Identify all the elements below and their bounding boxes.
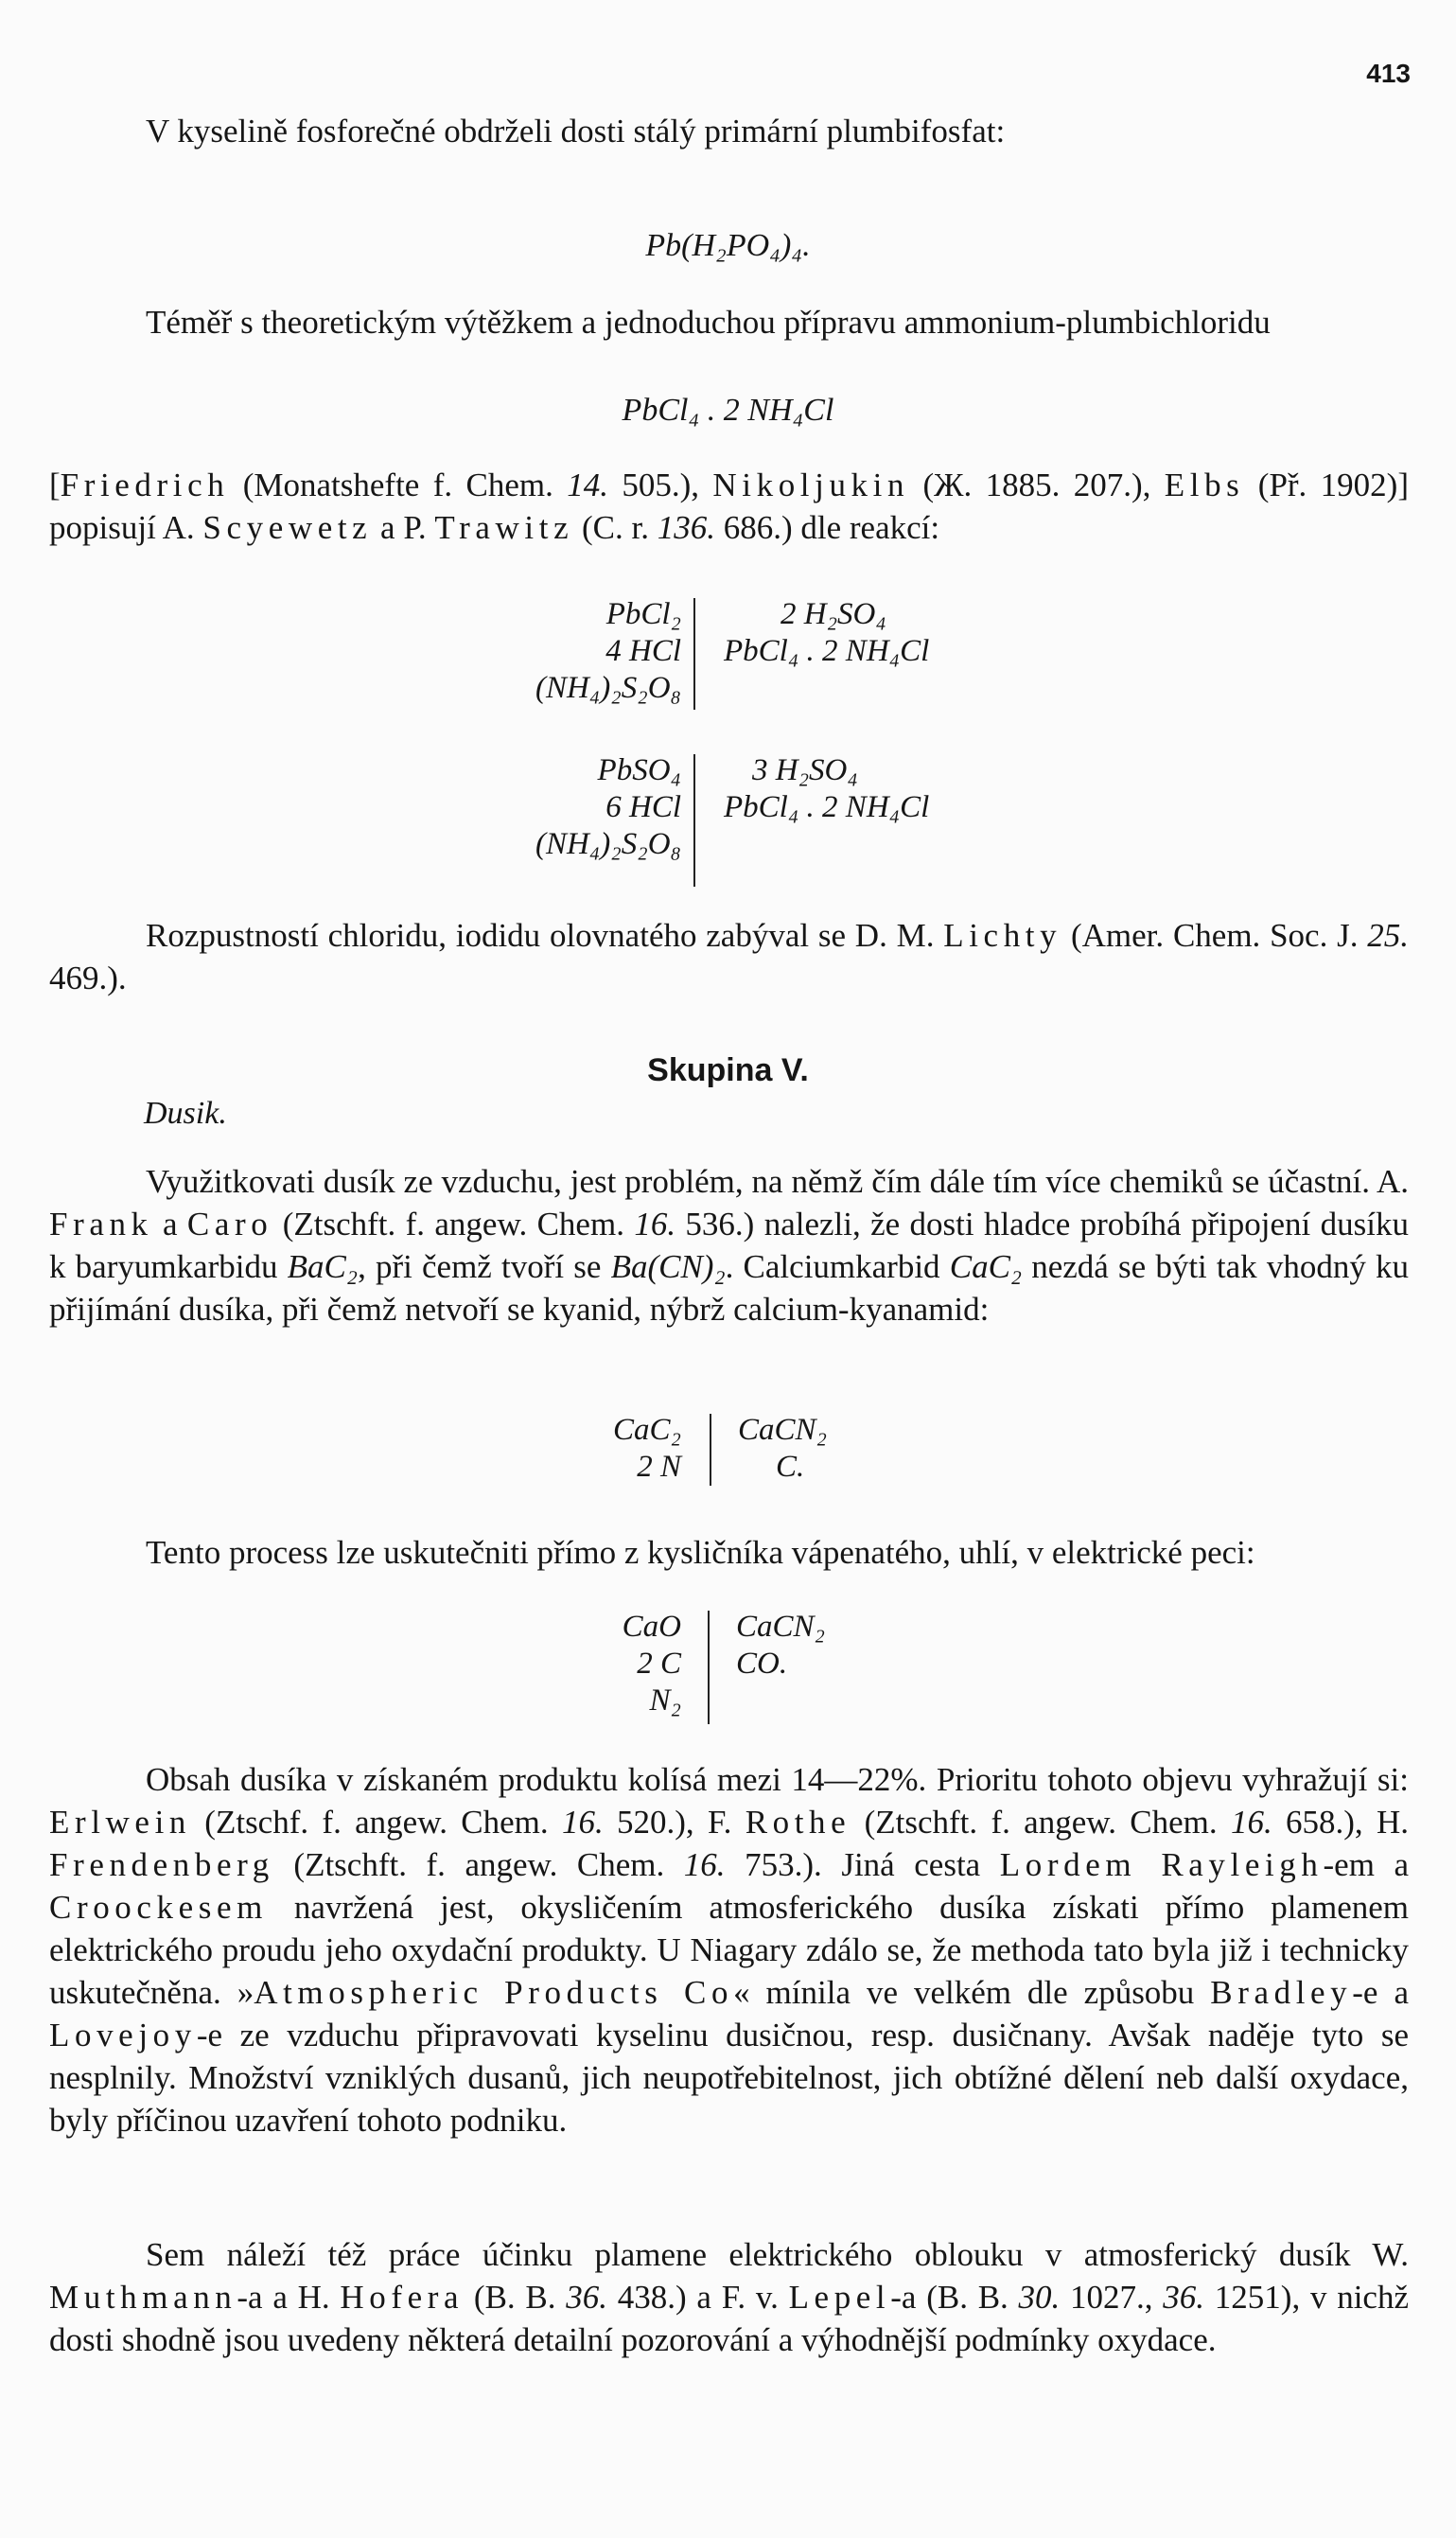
paragraph-obsah-dusika: Obsah dusíka v získaném produktu kolísá mezi 14—22%. Prioritu tohoto objevu vyhražují si: Erlwein (Ztschf. f. angew. Chem. 16. 520.), F. Rothe (Ztschft. f. angew. Chem. 16. 658.), H. Frendenberg (Ztschft. f. angew. Chem. 16. 753.). Jiná cesta Lordem Rayleigh-em a Croockesem navržená jest, okysličením atmosferického dusíka získati přímo plamenem elektrického proudu jeho oxydační produkty. U Niagary zdálo se, že methoda tato byla již i technicky uskutečněna. »Atmospheric Products Co« mínila ve velkém dle způsobu Bradley-e a Lovejoy-e ze vzduchu připravovati kyselinu dusičnou, resp. dusičnany. Avšak naděje tyto se nesplnily. Množství vzniklých dusanů, jich neupotřebitelnost, jich obtížné dělení neb další oxydace, byly příčinou uzavření tohoto podniku. — [49, 1761, 1410, 2139]
author-name: Lepel — [788, 2279, 891, 2316]
paragraph-plumbifosfat: V kyselině fosforečné obdrželi dosti stálý primární plumbifosfat: — [146, 113, 1006, 150]
paragraph-rozpustnost: Rozpustností chloridu, iodidu olovnatého zabýval se D. M. Lichty (Amer. Chem. Soc. J. 25. 469.). — [49, 917, 1409, 996]
author-name: Rothe — [745, 1804, 851, 1841]
author-name: Frendenberg — [49, 1846, 274, 1883]
reaction-divider — [693, 598, 695, 710]
section-heading: Skupina V. — [647, 1052, 809, 1088]
paragraph-elektricky-oblouk: Sem náleží též práce účinku plamene elektrického oblouku v atmosferický dusík W. Muthmann-a a H. Hofera (B. B. 36. 438.) a F. v. Lepel-a (B. B. 30. 1027., 36. 1251), v nichž dosti shodně jsou uvedeny některá detailní pozorování a výhodnější podmínky oxydace. — [49, 2236, 1409, 2358]
author-name: Lordem Rayleigh — [999, 1846, 1324, 1883]
author-name: Nikoljukin — [712, 467, 910, 503]
author-name: Elbs — [1164, 467, 1245, 503]
author-name: Erlwein — [49, 1804, 191, 1841]
paragraph-ammonium: Téměř s theoretickým výtěžkem a jednoduchou přípravu ammonium-plumbichloridu — [146, 304, 1271, 341]
reaction-divider — [708, 1611, 710, 1724]
author-name: Scyewetz — [202, 509, 373, 546]
paragraph-literature: [Friedrich (Monatshefte f. Chem. 14. 505.), Nikoljukin (Ж. 1885. 207.), Elbs (Př. 1902)] popisují A. Scyewetz a P. Trawitz (C. r. 136. 686.) dle reakcí: — [49, 467, 1409, 546]
author-name: Hofera — [340, 2279, 465, 2316]
formula-ammonium-plumbichlorid: PbCl₄ . 2 NH₄Cl — [622, 393, 834, 428]
author-name: Lovejoy — [49, 2017, 197, 2053]
subsection-title: Dusik. — [144, 1096, 227, 1131]
author-name: Trawitz — [434, 509, 574, 546]
author-name: Croockesem — [49, 1889, 268, 1926]
formula-plumbifosfat: Pb(H₂PO₄)₄. — [645, 228, 811, 263]
reaction-divider — [710, 1414, 711, 1486]
author-name: Lichty — [943, 917, 1062, 954]
author-name: Caro — [186, 1206, 273, 1243]
author-name: Bradley — [1210, 1974, 1353, 2011]
author-name: Muthmann — [49, 2279, 237, 2316]
paragraph-dusik: Využitkovati dusík ze vzduchu, jest problém, na němž čím dále tím více chemiků se účastní. A. Frank a Caro (Ztschft. f. angew. Chem. 16. 536.) nalezli, že dosti hladce probíhá připojení dusíku k baryumkarbidu BaC₂, při čemž tvoří se Ba(CN)₂. Calciumkarbid CaC₂ nezdá se býti tak vhodný ku přijímání dusíka, při čemž netvoří se kyanid, nýbrž calcium-kyanamid: — [49, 1163, 1410, 1328]
company-name: Atmospheric Products Co — [254, 1974, 734, 2011]
author-name: Frank — [49, 1206, 153, 1243]
reaction-divider — [693, 754, 695, 887]
page-number: 413 — [1366, 59, 1411, 88]
paragraph-elektricka-pec: Tento process lze uskutečniti přímo z kysličníka vápenatého, uhlí, v elektrické peci: — [146, 1534, 1255, 1571]
author-name: Friedrich — [60, 467, 230, 503]
